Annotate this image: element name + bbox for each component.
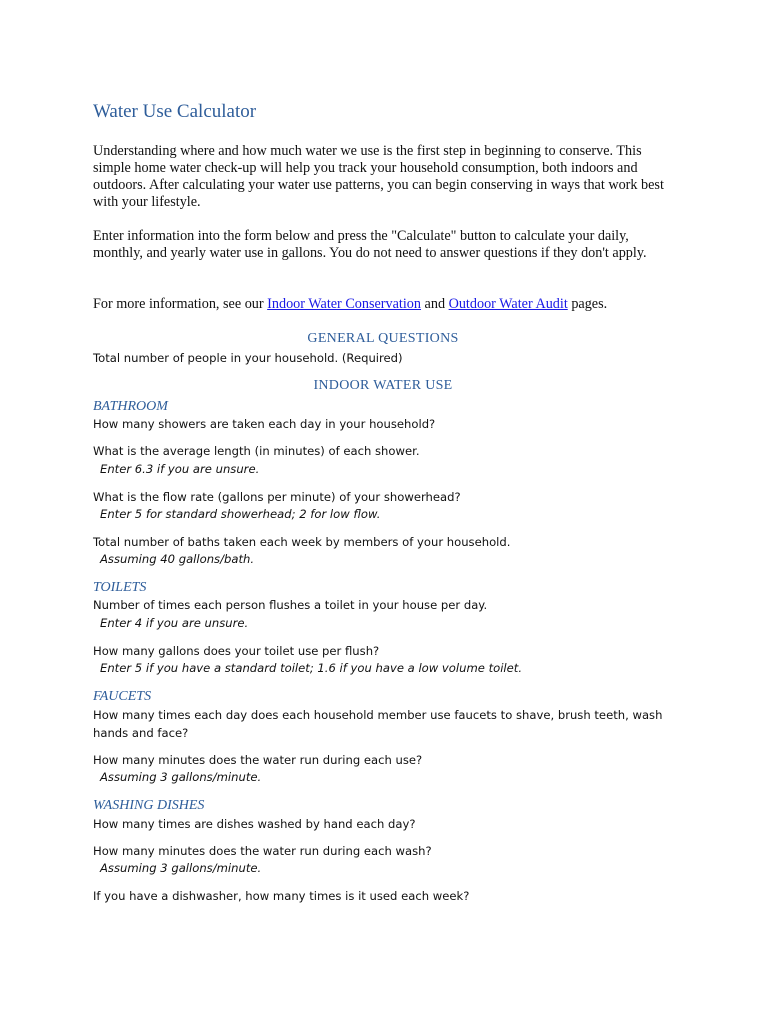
toilets-section-label: TOILETS xyxy=(93,580,147,595)
faucets-section-label: FAUCETS xyxy=(93,689,152,704)
general-questions-heading: GENERAL QUESTIONS xyxy=(307,331,459,346)
bathroom-section-label: BATHROOM xyxy=(93,399,168,414)
question-dish-hand-wash: How many times are dishes washed by hand each day? xyxy=(93,817,416,831)
question-gallons-per-flush: How many gallons does your toilet use per flush? xyxy=(93,644,380,658)
washing-dishes-section-label: WASHING DISHES xyxy=(93,798,205,813)
question-shower-length: What is the average length (in minutes) of each shower. xyxy=(93,444,420,458)
hint-toilet-flushes: Enter 4 if you are unsure. xyxy=(100,616,249,630)
outdoor-water-audit-link[interactable]: Outdoor Water Audit xyxy=(448,296,568,312)
more-info-paragraph xyxy=(93,296,673,313)
hint-dish-wash-minutes: Assuming 3 gallons/minute. xyxy=(100,861,262,875)
more-info-prefix: For more information, see our xyxy=(93,296,268,312)
question-showers-per-day: How many showers are taken each day in your household? xyxy=(93,417,436,431)
hint-baths-per-week: Assuming 40 gallons/bath. xyxy=(100,552,255,566)
question-toilet-flushes: Number of times each person flushes a toilet in your house per day. xyxy=(93,598,488,612)
question-faucet-uses: How many times each day does each household member use faucets to shave, brush teeth, wash hands and face? xyxy=(93,708,663,740)
hint-faucet-minutes: Assuming 3 gallons/minute. xyxy=(100,770,262,784)
hint-shower-length: Enter 6.3 if you are unsure. xyxy=(100,462,260,476)
hint-shower-flow-rate: Enter 5 for standard showerhead; 2 for low flow. xyxy=(100,507,381,521)
page-title: Water Use Calculator xyxy=(93,101,257,122)
question-household-people: Total number of people in your household. (Required) xyxy=(93,351,403,365)
hint-gallons-per-flush: Enter 5 if you have a standard toilet; 1.6 if you have a low volume toilet. xyxy=(100,661,523,675)
indoor-water-conservation-link[interactable]: Indoor Water Conservation xyxy=(267,296,421,312)
intro-paragraph: Understanding where and how much water we use is the first step in beginning to conserve. This simple home water check-up will help you track your household consumption, both indoors and outdoors. After calculating your water use patterns, you can begin conserving in ways that work best with your lifestyle. xyxy=(93,143,664,210)
more-info-and: and xyxy=(421,296,449,312)
indoor-water-use-heading: INDOOR WATER USE xyxy=(313,378,453,393)
question-dish-wash-minutes: How many minutes does the water run during each wash? xyxy=(93,844,432,858)
question-shower-flow-rate: What is the flow rate (gallons per minute) of your showerhead? xyxy=(93,490,461,504)
question-faucet-minutes: How many minutes does the water run during each use? xyxy=(93,753,423,767)
question-dishwasher-uses: If you have a dishwasher, how many times is it used each week? xyxy=(93,889,470,903)
more-info-suffix: pages. xyxy=(567,296,608,312)
instructions-paragraph: Enter information into the form below and press the "Calculate" button to calculate your daily, monthly, and yearly water use in gallons. You do not need to answer questions if they don't apply. xyxy=(93,228,647,261)
question-baths-per-week: Total number of baths taken each week by members of your household. xyxy=(93,535,511,549)
